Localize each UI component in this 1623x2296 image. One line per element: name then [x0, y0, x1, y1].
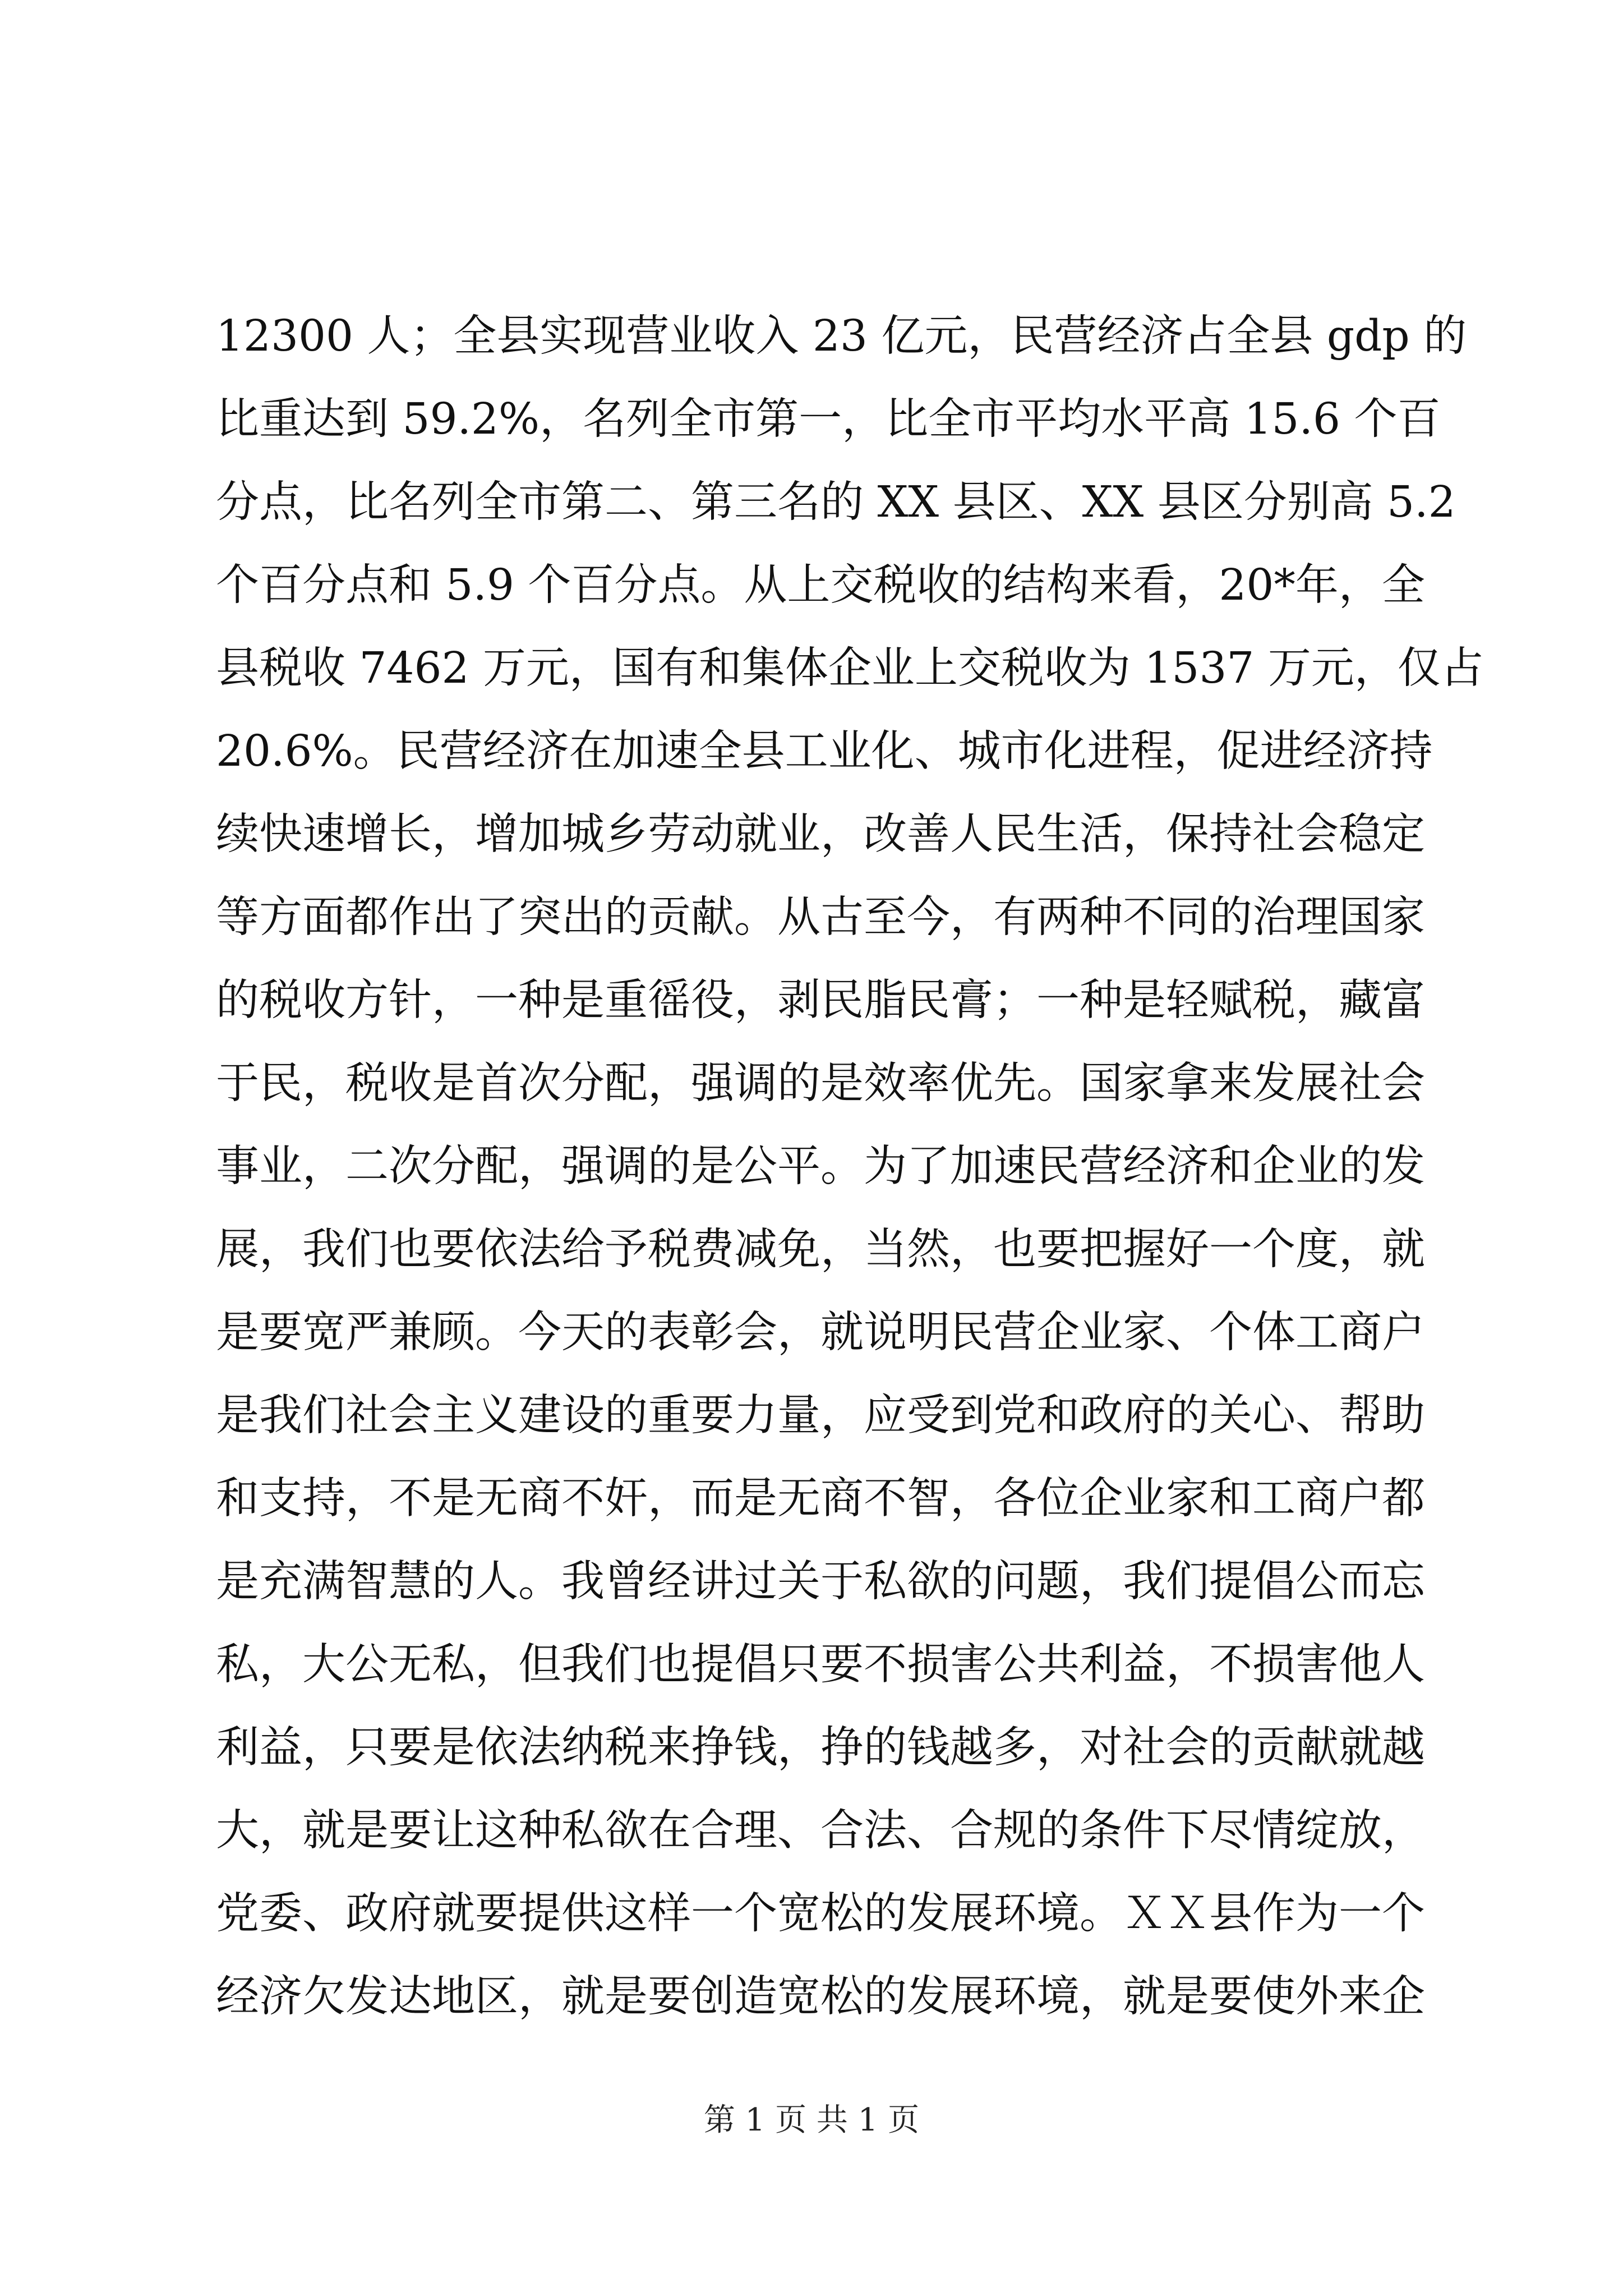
page-footer: 第 1 页 共 1 页 [703, 2102, 920, 2138]
text-line: 是充满智慧的人。我曾经讲过关于私欲的问题，我们提倡公而忘 [216, 1557, 1425, 1607]
text-line: 的税收方针，一种是重徭役，剥民脂民膏；一种是轻赋税，藏富 [216, 976, 1425, 1025]
text-line: 等方面都作出了突出的贡献。从古至今，有两种不同的治理国家 [216, 892, 1425, 942]
text-line: 县税收 7462 万元，国有和集体企业上交税收为 1537 万元，仅占 [216, 643, 1484, 693]
text-line: 和支持，不是无商不奸，而是无商不智，各位企业家和工商户都 [216, 1474, 1425, 1524]
text-line: 党委、政府就要提供这样一个宽松的发展环境。ＸＸ县作为一个 [216, 1889, 1425, 1939]
text-line: 个百分点和 5.9 个百分点。从上交税收的结构来看，20*年，全 [216, 560, 1425, 610]
text-line: 20.6%。民营经济在加速全县工业化、城市化进程，促进经济持 [216, 726, 1433, 776]
text-line: 是我们社会主义建设的重要力量，应受到党和政府的关心、帮助 [216, 1391, 1425, 1441]
text-line: 是要宽严兼顾。今天的表彰会，就说明民营企业家、个体工商户 [216, 1308, 1425, 1358]
text-line: 12300 人；全县实现营业收入 23 亿元，民营经济占全县 gdp 的 [216, 311, 1467, 361]
text-line: 分点，比名列全市第二、第三名的 XX 县区、XX 县区分别高 5.2 [216, 477, 1456, 527]
text-line: 经济欠发达地区，就是要创造宽松的发展环境，就是要使外来企 [216, 1972, 1425, 2022]
text-line: 续快速增长，增加城乡劳动就业，改善人民生活，保持社会稳定 [216, 809, 1425, 859]
text-line: 于民，税收是首次分配，强调的是效率优先。国家拿来发展社会 [216, 1059, 1425, 1108]
text-line: 事业，二次分配，强调的是公平。为了加速民营经济和企业的发 [216, 1142, 1425, 1191]
body-text [216, 297, 1484, 2041]
text-line: 利益，只要是依法纳税来挣钱，挣的钱越多，对社会的贡献就越 [216, 1723, 1425, 1773]
text-line: 私，大公无私，但我们也提倡只要不损害公共利益，不损害他人 [216, 1640, 1425, 1690]
text-line: 展，我们也要依法给予税费减免，当然，也要把握好一个度，就 [216, 1225, 1425, 1274]
text-line: 大，就是要让这种私欲在合理、合法、合规的条件下尽情绽放， [216, 1806, 1425, 1856]
text-line: 比重达到 59.2%，名列全市第一，比全市平均水平高 15.6 个百 [216, 394, 1441, 444]
